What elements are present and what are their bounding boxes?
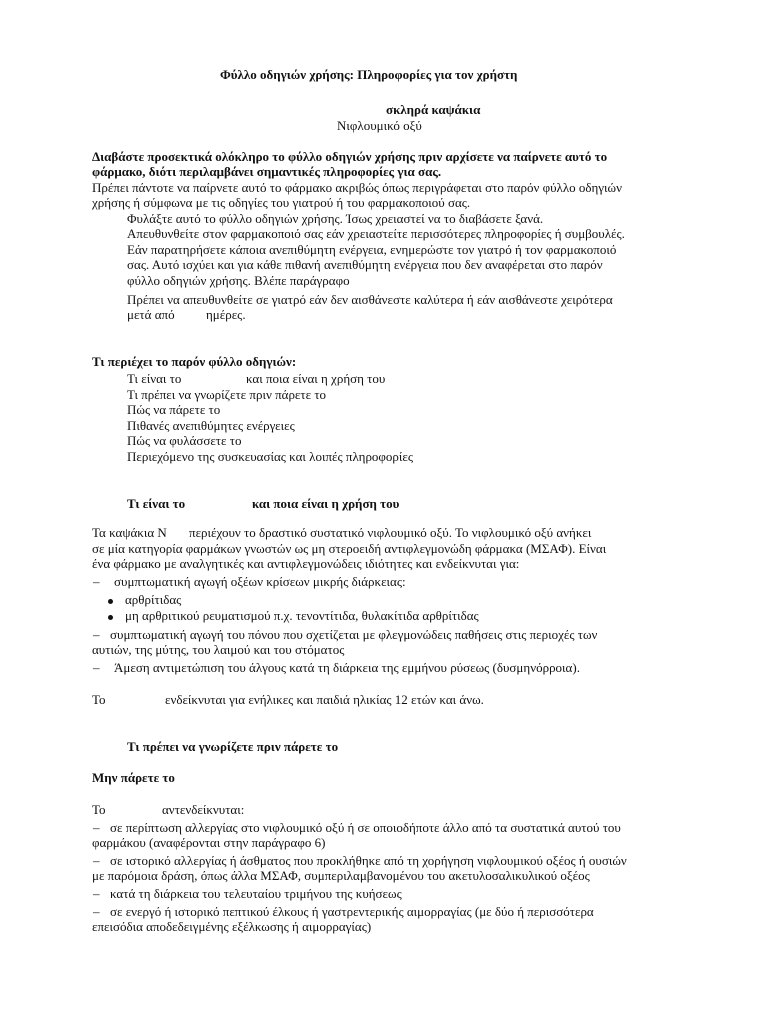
advice-side-effects-2: σας. Αυτό ισχύει και για κάθε πιθανή ανεπιθύμητη ενέργεια που δεν αναφέρεται στο παρόν <box>127 257 603 272</box>
contents-item-4: Πιθανές ανεπιθύμητες ενέργειες <box>127 418 295 433</box>
use-pain-line-1: συμπτωματική αγωγή του πόνου που σχετίζεται με φλεγμονώδεις παθήσεις στις περιοχές των <box>110 627 598 642</box>
section-1-para-line-1: περιέχουν το δραστικό συστατικό νιφλουμικό οξύ. Το νιφλουμικό οξύ ανήκει <box>189 525 592 540</box>
list-dash: – <box>93 820 100 835</box>
contra-asthma-line-1: σε ιστορικό αλλεργίας ή άσθματος που προκλήθηκε από τη χορήγηση νιφλουμικού οξέος ή ουσιών <box>110 853 627 868</box>
advice-side-effects-1: Εάν παρατηρήσετε κάποια ανεπιθύμητη ενέργεια, ενημερώστε τον γιατρό ή τον φαρμακοποιό <box>127 242 617 257</box>
use-dysmenorrhea: Άμεση αντιμετώπιση του άλγους κατά τη διάρκεια της εμμήνου ρύσεως (δυσμηνόρροια). <box>114 660 580 675</box>
contra-allergy-line-2: φαρμάκου (αναφέρονται στην παράγραφο 6) <box>92 835 326 850</box>
use-pain-line-2: αυτιών, της μύτης, του λαιμού και του στόματος <box>92 642 345 657</box>
list-dash: – <box>93 886 100 901</box>
active-substance: Νιφλουμικό οξύ <box>337 118 422 133</box>
contents-item-1a: Τι είναι το <box>127 371 182 386</box>
list-dash: – <box>93 660 100 675</box>
contra-ulcer-line-2: επεισόδια αποδεδειγμένης εξέλκωσης ή αιμορραγίας) <box>92 919 372 934</box>
dosage-form: σκληρά καψάκια <box>386 102 481 117</box>
list-dash: – <box>93 627 100 642</box>
use-rheumatism: μη αρθριτικού ρευματισμού π.χ. τενοντίτιδα, θυλακίτιδα αρθρίτιδας <box>125 608 479 623</box>
contents-item-5: Πώς να φυλάσσετε το <box>127 433 242 448</box>
section-1-para-line-2: σε μία κατηγορία φαρμάκων γνωστών ως μη στεροειδή αντιφλεγμονώδη φάρμακα (ΜΣΑΦ). Είναι <box>92 541 607 556</box>
contraindication-label: αντενδείκνυται: <box>162 802 245 817</box>
contents-item-1b: και ποια είναι η χρήση του <box>246 371 386 386</box>
intro-bold-line-2: φάρμακο, διότι περιλαμβάνει σημαντικές πληροφορίες για σας. <box>92 164 442 179</box>
advice-after-label: μετά από <box>127 307 175 322</box>
section-1-para-start: Τα καψάκια N <box>92 525 167 540</box>
advice-keep-leaflet: Φυλάξτε αυτό το φύλλο οδηγιών χρήσης. Ίσως χρειαστεί να το διαβάσετε ξανά. <box>127 211 544 226</box>
contraindication-start: Το <box>92 802 106 817</box>
advice-see-doctor: Πρέπει να απευθυνθείτε σε γιατρό εάν δεν αισθάνεστε καλύτερα ή εάν αισθάνεστε χειρότερα <box>127 292 613 307</box>
section-2-heading: Τι πρέπει να γνωρίζετε πριν πάρετε το <box>127 739 339 754</box>
advice-ask-pharmacist: Απευθυνθείτε στον φαρμακοποιό σας εάν χρειαστείτε περισσότερες πληροφορίες ή συμβουλές. <box>127 226 625 241</box>
intro-line-2: χρήσης ή σύμφωνα με τις οδηγίες του γιατρού ή του φαρμακοποιού σας. <box>92 195 471 210</box>
contra-asthma-line-2: με παρόμοια δράση, όπως άλλα ΜΣΑΦ, συμπεριλαμβανομένου του ακετυλοσαλικυλικού οξέος <box>92 868 590 883</box>
list-dash: – <box>93 574 100 589</box>
contra-ulcer-line-1: σε ενεργό ή ιστορικό πεπτικού έλκους ή γαστρεντερικής αιμορραγίας (με δύο ή περισσότερα <box>110 904 594 919</box>
section-1-para-line-3: ένα φάρμακο με αναλγητικές και αντιφλεγμονώδεις ιδιότητες και ενδείκνυται για: <box>92 556 520 571</box>
list-dash: – <box>93 904 100 919</box>
contra-allergy-line-1: σε περίπτωση αλλεργίας στο νιφλουμικό οξύ ή σε οποιοδήποτε άλλο από τα συστατικά αυτού του <box>110 820 621 835</box>
section-1-heading-b: και ποια είναι η χρήση του <box>252 496 400 511</box>
bullet-icon <box>108 599 113 604</box>
advice-days-label: ημέρες. <box>206 307 246 322</box>
intro-line-1: Πρέπει πάντοτε να παίρνετε αυτό το φάρμακο ακριβώς όπως περιγράφεται στο παρόν φύλλο οδηγιών <box>92 180 622 195</box>
contents-item-2: Τι πρέπει να γνωρίζετε πριν πάρετε το <box>127 387 327 402</box>
use-arthritis: αρθρίτιδας <box>125 592 182 607</box>
contents-item-6: Περιεχόμενο της συσκευασίας και λοιπές πληροφορίες <box>127 449 414 464</box>
advice-side-effects-3: φύλλο οδηγιών χρήσης. Βλέπε παράγραφο <box>127 273 350 288</box>
contra-pregnancy: κατά τη διάρκεια του τελευταίου τριμήνου της κυήσεως <box>110 886 402 901</box>
contents-heading: Τι περιέχει το παρόν φύλλο οδηγιών: <box>92 354 297 369</box>
indication-text: ενδείκνυται για ενήλικες και παιδιά ηλικίας 12 ετών και άνω. <box>165 692 484 707</box>
section-1-heading-a: Τι είναι το <box>127 496 186 511</box>
section-2-subheading: Μην πάρετε το <box>92 770 175 785</box>
contents-item-3: Πώς να πάρετε το <box>127 402 221 417</box>
use-acute-attacks: συμπτωματική αγωγή οξέων κρίσεων μικρής διάρκειας: <box>114 574 406 589</box>
document-title: Φύλλο οδηγιών χρήσης: Πληροφορίες για τον χρήστη <box>220 67 518 82</box>
intro-bold-line-1: Διαβάστε προσεκτικά ολόκληρο το φύλλο οδηγιών χρήσης πριν αρχίσετε να παίρνετε αυτό το <box>92 149 608 164</box>
list-dash: – <box>93 853 100 868</box>
bullet-icon <box>108 615 113 620</box>
indication-start: Το <box>92 692 106 707</box>
